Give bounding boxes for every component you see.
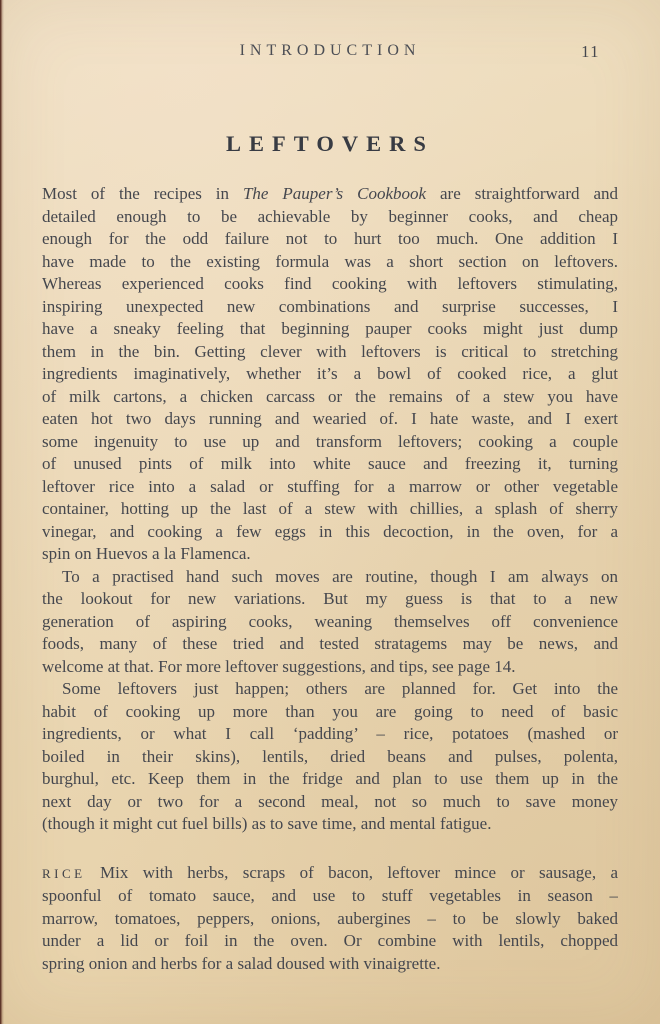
paragraph bbox=[42, 566, 618, 679]
text-line: Most of the recipes in The Pauper’s Cookbook are straightforward and bbox=[42, 184, 618, 203]
text-line: burghul, etc. Keep them in the fridge and plan to use them up in the bbox=[42, 769, 618, 788]
text-line: of milk cartons, a chicken carcass or the remains of a stew you have bbox=[42, 386, 618, 406]
text-line: spring onion and herbs for a salad doused with vinaigrette. bbox=[42, 953, 441, 973]
text-line: ingredients imaginatively, whether it’s a bowl of cooked rice, a glut bbox=[42, 364, 618, 383]
page-number: 11 bbox=[581, 42, 600, 61]
page-header bbox=[42, 42, 618, 60]
text-line: inspiring unexpected new combinations and surprise successes, I bbox=[42, 296, 618, 316]
text-line: the lookout for new variations. But my guess is that to a new bbox=[42, 589, 618, 608]
text-line: boiled in their skins), lentils, dried beans and pulses, polenta, bbox=[42, 746, 618, 766]
text-line: enough for the odd failure not to hurt too much. One addition I bbox=[42, 229, 618, 248]
text-line: vinegar, and cooking a few eggs in this decoction, in the oven, for a bbox=[42, 521, 618, 541]
text-line: Some leftovers just happen; others are planned for. Get into the bbox=[62, 679, 618, 698]
text-line: marrow, tomatoes, peppers, onions, aubergines – to be slowly baked bbox=[42, 908, 618, 928]
text-line: generation of aspiring cooks, weaning themselves off convenience bbox=[42, 611, 618, 631]
text-line: RICE Mix with herbs, scraps of bacon, leftover mince or sausage, a bbox=[42, 862, 618, 882]
text-line: leftover rice into a salad or stuffing for a marrow or other vegetable bbox=[42, 476, 618, 496]
text-line: habit of cooking up more than you are going to need of basic bbox=[42, 701, 618, 721]
text-line: spoonful of tomato sauce, and use to stuff vegetables in season – bbox=[42, 886, 618, 905]
text-line: welcome at that. For more leftover suggestions, and tips, see page 14. bbox=[42, 656, 516, 676]
text-line: detailed enough to be achievable by beginner cooks, and cheap bbox=[42, 206, 618, 226]
text-line: them in the bin. Getting clever with leftovers is critical to stretching bbox=[42, 341, 618, 361]
text-line: have a sneaky feeling that beginning pauper cooks might just dump bbox=[42, 319, 618, 338]
text-line: foods, many of these tried and tested stratagems may be news, and bbox=[42, 634, 618, 653]
text-line: container, hotting up the last of a stew with chillies, a splash of sherry bbox=[42, 499, 618, 518]
text-line: of unused pints of milk into white sauce and freezing it, turning bbox=[42, 454, 618, 473]
text-line: eaten hot two days running and wearied of. I hate waste, and I exert bbox=[42, 409, 618, 428]
text-line: under a lid or foil in the oven. Or combine with lentils, chopped bbox=[42, 931, 618, 950]
book-binding-edge bbox=[0, 0, 4, 1024]
text-line: To a practised hand such moves are routine, though I am always on bbox=[62, 566, 618, 586]
small-caps-lead: RICE bbox=[42, 865, 86, 881]
text-line: next day or two for a second meal, not so much to save money bbox=[42, 791, 618, 811]
text-line: (though it might cut fuel bills) as to save time, and mental fatigue. bbox=[42, 814, 492, 833]
text-line: have made to the existing formula was a short section on leftovers. bbox=[42, 251, 618, 271]
paragraph bbox=[42, 862, 618, 976]
text-line: some ingenuity to use up and transform leftovers; cooking a couple bbox=[42, 431, 618, 451]
paragraph bbox=[42, 678, 618, 836]
text-line: spin on Huevos a la Flamenca. bbox=[42, 544, 251, 563]
section-title: LEFTOVERS bbox=[226, 131, 434, 156]
body-text bbox=[42, 183, 618, 975]
paragraph bbox=[42, 183, 618, 566]
running-head: INTRODUCTION bbox=[239, 42, 421, 59]
text-line: Whereas experienced cooks find cooking with leftovers stimulating, bbox=[42, 274, 618, 293]
text-line: ingredients, or what I call ‘padding’ – rice, potatoes (mashed or bbox=[42, 724, 618, 743]
